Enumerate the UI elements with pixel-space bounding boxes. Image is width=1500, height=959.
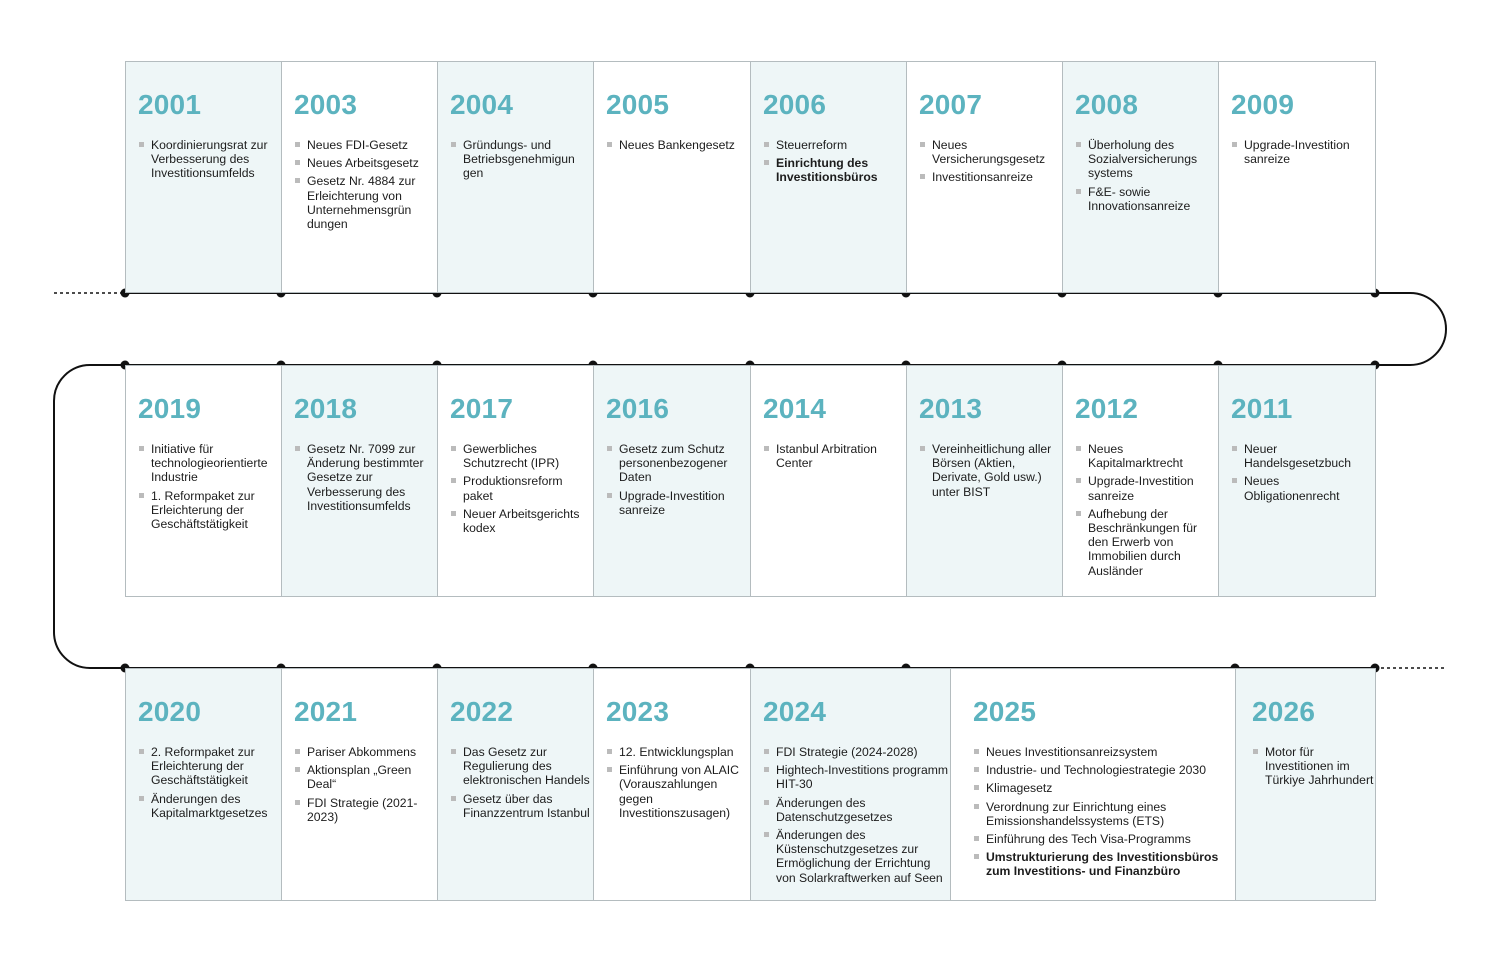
year-label: 2019 (138, 393, 202, 424)
event-item: Neues Obligationenrecht (1231, 474, 1375, 502)
event-list (973, 745, 1235, 879)
year-label: 2004 (450, 89, 514, 120)
event-list (294, 442, 437, 513)
timeline-entry-2009 (1218, 61, 1376, 293)
event-list (138, 442, 281, 531)
event-list (606, 442, 750, 517)
year-label: 2001 (138, 89, 202, 120)
event-item: Neues Kapitalmarktrecht (1075, 442, 1218, 470)
timeline-entry-2014 (750, 365, 907, 597)
year-label: 2017 (450, 393, 514, 424)
year-label: 2014 (763, 393, 827, 424)
event-item: Umstrukturierung des Investitionsbüros zum Investitions- und Finanzbüro (973, 850, 1235, 878)
event-item: Gründungs- und Betriebsgenehmigun gen (450, 138, 593, 181)
event-item: Aufhebung der Beschränkungen für den Erwerb von Immobilien durch Ausländer (1075, 507, 1218, 578)
event-item: Neues Arbeitsgesetz (294, 156, 437, 170)
event-list (763, 138, 906, 185)
event-item: Hightech-Investitions programm HIT-30 (763, 763, 950, 791)
year-label: 2009 (1231, 89, 1295, 120)
event-list (763, 442, 906, 470)
year-label: 2011 (1231, 393, 1293, 424)
event-item: Überholung des Sozialversicherungs systems (1075, 138, 1218, 181)
event-item: Einführung von ALAIC (Vorauszahlungen gegen Investitionszusagen) (606, 763, 750, 820)
timeline-entry-2018 (281, 365, 438, 597)
event-list (1075, 442, 1218, 578)
event-list (919, 138, 1062, 185)
event-item: FDI Strategie (2024-2028) (763, 745, 950, 759)
year-label: 2024 (763, 696, 827, 727)
event-list (450, 138, 593, 181)
year-label: 2018 (294, 393, 358, 424)
timeline-entry-2020 (125, 668, 282, 901)
event-item: Gesetz Nr. 4884 zur Erleichterung von Unternehmensgrün dungen (294, 174, 437, 231)
year-label: 2007 (919, 89, 983, 120)
timeline-entry-2017 (437, 365, 594, 597)
event-item: Änderungen des Küstenschutzgesetzes zur Ermöglichung der Errichtung von Solarkraftwerken auf Seen (763, 828, 950, 885)
timeline-entry-2019 (125, 365, 282, 597)
event-item: Investitionsanreize (919, 170, 1062, 184)
event-item: Initiative für technologieorientierte Industrie (138, 442, 281, 485)
event-item: 12. Entwicklungsplan (606, 745, 750, 759)
year-label: 2026 (1252, 696, 1316, 727)
year-label: 2020 (138, 696, 202, 727)
event-item: Upgrade-Investition sanreize (1231, 138, 1375, 166)
event-list (138, 745, 281, 820)
event-item: 1. Reformpaket zur Erleichterung der Geschäftstätigkeit (138, 489, 281, 532)
event-item: Vereinheitlichung aller Börsen (Aktien, Derivate, Gold usw.) unter BIST (919, 442, 1062, 499)
event-item: Upgrade-Investition sanreize (606, 489, 750, 517)
year-label: 2005 (606, 89, 670, 120)
event-item: Verordnung zur Einrichtung eines Emissionshandelssystems (ETS) (973, 800, 1235, 828)
event-item: Gesetz über das Finanzzentrum Istanbul (450, 792, 593, 820)
timeline-entry-2022 (437, 668, 594, 901)
timeline-entry-2007 (906, 61, 1063, 293)
timeline-entry-2021 (281, 668, 438, 901)
event-list (1252, 745, 1375, 788)
year-label: 2021 (294, 696, 358, 727)
event-item: Das Gesetz zur Regulierung des elektronischen Handels (450, 745, 593, 788)
event-item: Gesetz Nr. 7099 zur Änderung bestimmter Gesetze zur Verbesserung des Investitionsumfelds (294, 442, 437, 513)
event-item: Gewerbliches Schutzrecht (IPR) (450, 442, 593, 470)
timeline-entry-2023 (593, 668, 751, 901)
year-label: 2012 (1075, 393, 1139, 424)
timeline-entry-2025 (950, 668, 1236, 901)
event-item: FDI Strategie (2021-2023) (294, 796, 437, 824)
event-list (1231, 138, 1375, 166)
event-item: 2. Reformpaket zur Erleichterung der Geschäftstätigkeit (138, 745, 281, 788)
event-item: Änderungen des Datenschutzgesetzes (763, 796, 950, 824)
event-item: Änderungen des Kapitalmarktgesetzes (138, 792, 281, 820)
timeline-entry-2008 (1062, 61, 1219, 293)
year-label: 2003 (294, 89, 358, 120)
event-item: Motor für Investitionen im Türkiye Jahrhundert (1252, 745, 1375, 788)
year-label: 2025 (973, 696, 1037, 727)
timeline-entry-2011 (1218, 365, 1376, 597)
event-item: Einrichtung des Investitionsbüros (763, 156, 906, 184)
event-list (450, 442, 593, 535)
year-label: 2023 (606, 696, 670, 727)
event-list (919, 442, 1062, 499)
event-list (606, 138, 750, 152)
event-item: Gesetz zum Schutz personenbezogener Daten (606, 442, 750, 485)
timeline-entry-2026 (1235, 668, 1376, 901)
year-label: 2008 (1075, 89, 1139, 120)
event-item: Neues FDI-Gesetz (294, 138, 437, 152)
event-item: Neues Investitionsanreizsystem (973, 745, 1235, 759)
event-item: Neues Bankengesetz (606, 138, 750, 152)
timeline-entry-2004 (437, 61, 594, 293)
event-list (138, 138, 281, 181)
event-list (294, 745, 437, 824)
event-item: Neuer Arbeitsgerichts kodex (450, 507, 593, 535)
event-list (1075, 138, 1218, 213)
event-item: Neuer Handelsgesetzbuch (1231, 442, 1375, 470)
timeline-entry-2012 (1062, 365, 1219, 597)
timeline-entry-2003 (281, 61, 438, 293)
event-list (294, 138, 437, 231)
event-item: Koordinierungsrat zur Verbesserung des Investitionsumfelds (138, 138, 281, 181)
event-item: Pariser Abkommens (294, 745, 437, 759)
event-item: Istanbul Arbitration Center (763, 442, 906, 470)
event-item: Neues Versicherungsgesetz (919, 138, 1062, 166)
timeline-entry-2006 (750, 61, 907, 293)
timeline-entry-2024 (750, 668, 951, 901)
event-item: Steuerreform (763, 138, 906, 152)
event-item: Einführung des Tech Visa-Programms (973, 832, 1235, 846)
event-list (1231, 442, 1375, 503)
event-item: F&E- sowie Innovationsanreize (1075, 185, 1218, 213)
timeline-entry-2005 (593, 61, 751, 293)
event-item: Aktionsplan „Green Deal“ (294, 763, 437, 791)
timeline-entry-2013 (906, 365, 1063, 597)
event-list (450, 745, 593, 820)
year-label: 2006 (763, 89, 827, 120)
year-label: 2022 (450, 696, 514, 727)
timeline-entry-2016 (593, 365, 751, 597)
event-item: Produktionsreform paket (450, 474, 593, 502)
event-item: Upgrade-Investition sanreize (1075, 474, 1218, 502)
event-list (763, 745, 950, 885)
event-item: Klimagesetz (973, 781, 1235, 795)
year-label: 2013 (919, 393, 983, 424)
year-label: 2016 (606, 393, 670, 424)
event-list (606, 745, 750, 820)
event-item: Industrie- und Technologiestrategie 2030 (973, 763, 1235, 777)
timeline-entry-2001 (125, 61, 282, 293)
